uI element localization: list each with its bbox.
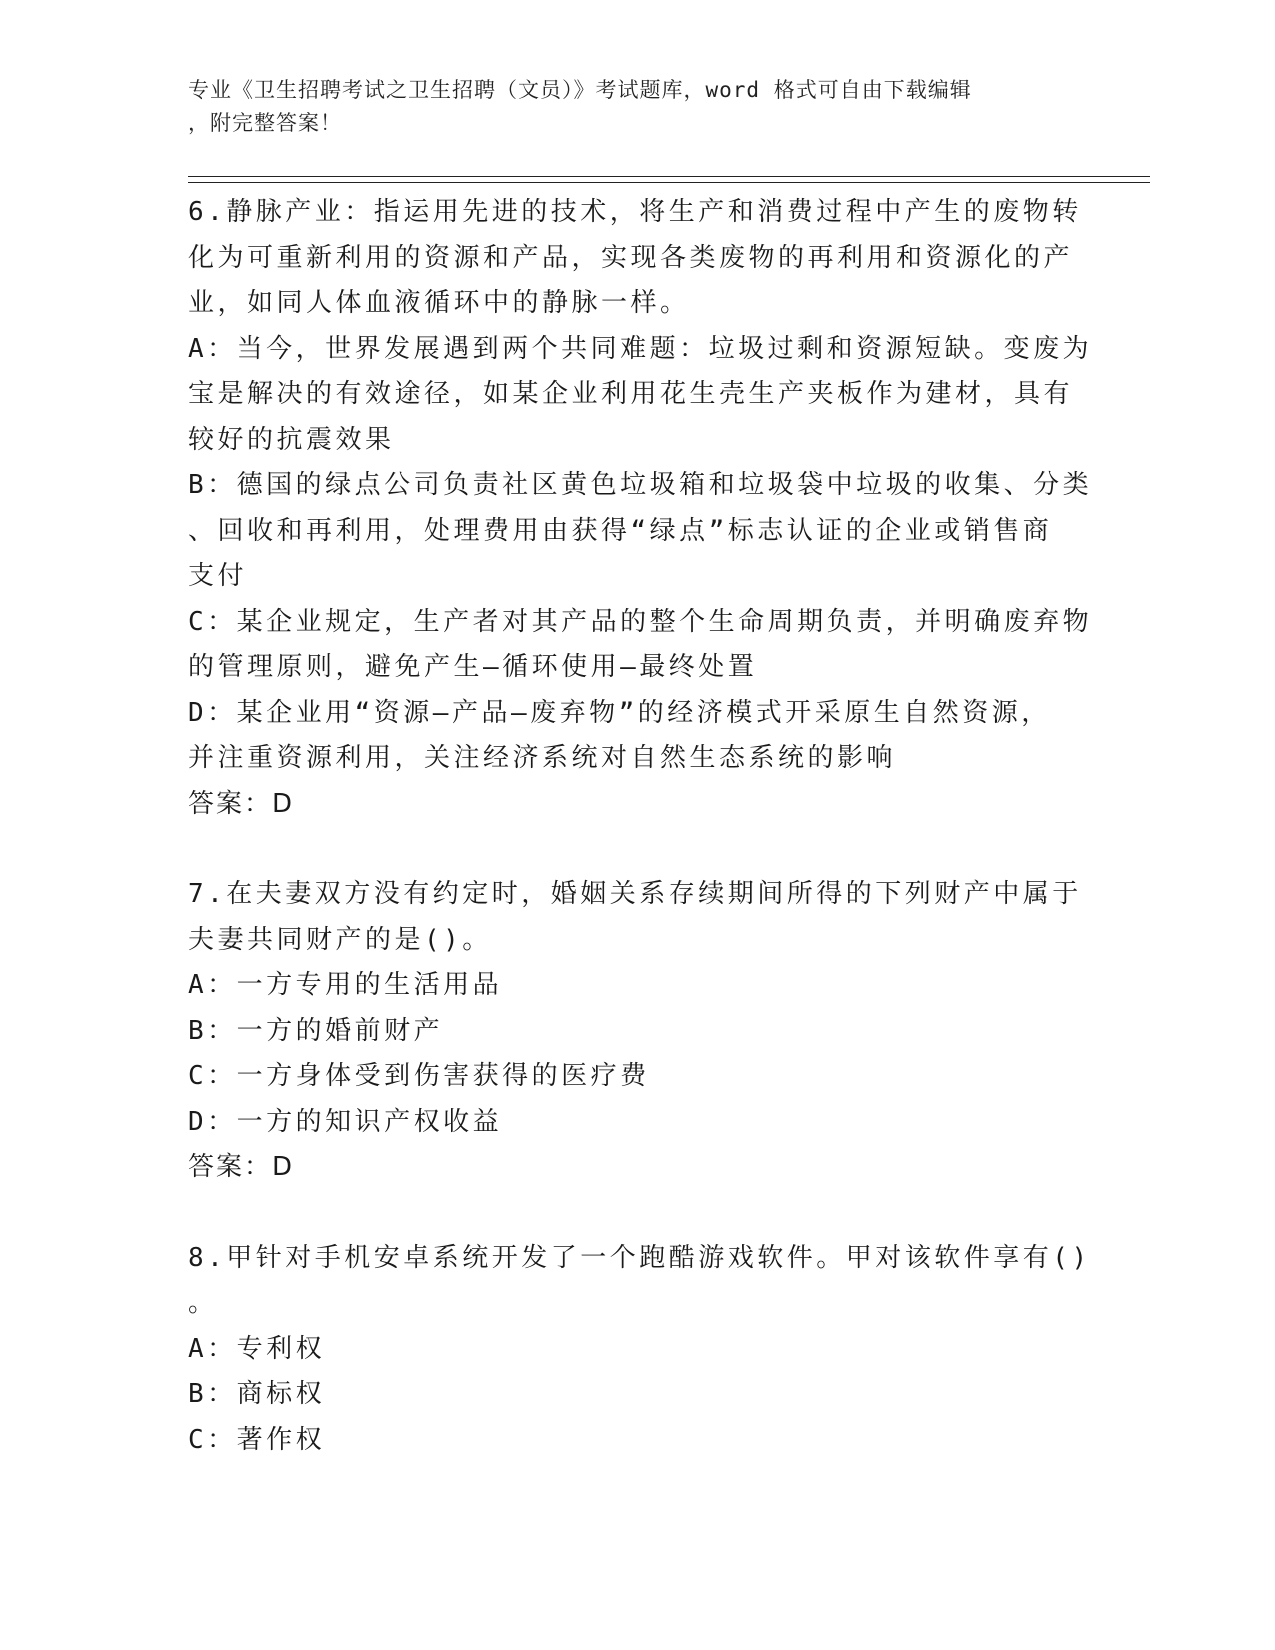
option-a-line: 较好的抗震效果 bbox=[188, 424, 395, 455]
question-stem-line: 化为可重新利用的资源和产品，实现各类废物的再利用和资源化的产 bbox=[188, 242, 1074, 273]
spacer bbox=[188, 1191, 1088, 1236]
option-d-line: D：某企业用“资源—产品—废弃物”的经济模式开采原生自然资源， bbox=[188, 697, 1051, 728]
option-a-line: A：专利权 bbox=[188, 1333, 326, 1364]
header-divider-top bbox=[188, 176, 1150, 177]
option-a-line: A：一方专用的生活用品 bbox=[188, 970, 503, 1000]
option-c-line: 的管理原则，避免产生—循环使用—最终处置 bbox=[188, 652, 758, 682]
question-8 bbox=[188, 1236, 1091, 1464]
question-stem-line: 8.甲针对手机安卓系统开发了一个跑酷游戏软件。甲对该软件享有() bbox=[188, 1242, 1091, 1273]
option-b-line: 、回收和再利用，处理费用由获得“绿点”标志认证的企业或销售商 bbox=[188, 515, 1053, 546]
question-stem-line: 业，如同人体血液循环中的静脉一样。 bbox=[188, 288, 690, 318]
option-c-line: C：某企业规定，生产者对其产品的整个生命周期负责，并明确废弃物 bbox=[188, 606, 1093, 637]
answer-label: 答案：D bbox=[188, 788, 295, 819]
question-list bbox=[188, 190, 1093, 1463]
spacer bbox=[188, 827, 1088, 872]
question-7 bbox=[188, 872, 1088, 1191]
question-stem-line: 7.在夫妻双方没有约定时，婚姻关系存续期间所得的下列财产中属于 bbox=[188, 879, 1082, 909]
question-stem-line: 夫妻共同财产的是()。 bbox=[188, 924, 492, 955]
header-line-2: ，附完整答案！ bbox=[188, 111, 342, 135]
option-a-line: A：当今，世界发展遇到两个共同难题：垃圾过剩和资源短缺。变废为 bbox=[188, 333, 1093, 364]
option-b-line: B：德国的绿点公司负责社区黄色垃圾箱和垃圾袋中垃圾的收集、分类 bbox=[188, 470, 1093, 500]
document-header bbox=[188, 74, 1068, 140]
question-stem-line: 。 bbox=[188, 1288, 218, 1318]
question-6 bbox=[188, 190, 1093, 827]
question-stem-line: 6.静脉产业：指运用先进的技术，将生产和消费过程中产生的废物转 bbox=[188, 197, 1082, 227]
header-divider-bottom bbox=[188, 182, 1150, 183]
answer-label: 答案：D bbox=[188, 1152, 295, 1182]
option-b-line: B：商标权 bbox=[188, 1379, 326, 1409]
option-b-line: B：一方的婚前财产 bbox=[188, 1015, 444, 1046]
option-d-line: 并注重资源利用，关注经济系统对自然生态系统的影响 bbox=[188, 743, 897, 773]
option-c-line: C：一方身体受到伤害获得的医疗费 bbox=[188, 1061, 650, 1091]
option-a-line: 宝是解决的有效途径，如某企业利用花生壳生产夹板作为建材，具有 bbox=[188, 379, 1074, 409]
header-line-1: 专业《卫生招聘考试之卫生招聘（文员）》考试题库，word 格式可自由下载编辑 bbox=[188, 78, 972, 102]
option-b-line: 支付 bbox=[188, 561, 248, 591]
option-d-line: D：一方的知识产权收益 bbox=[188, 1106, 503, 1137]
option-c-line: C：著作权 bbox=[188, 1424, 326, 1455]
